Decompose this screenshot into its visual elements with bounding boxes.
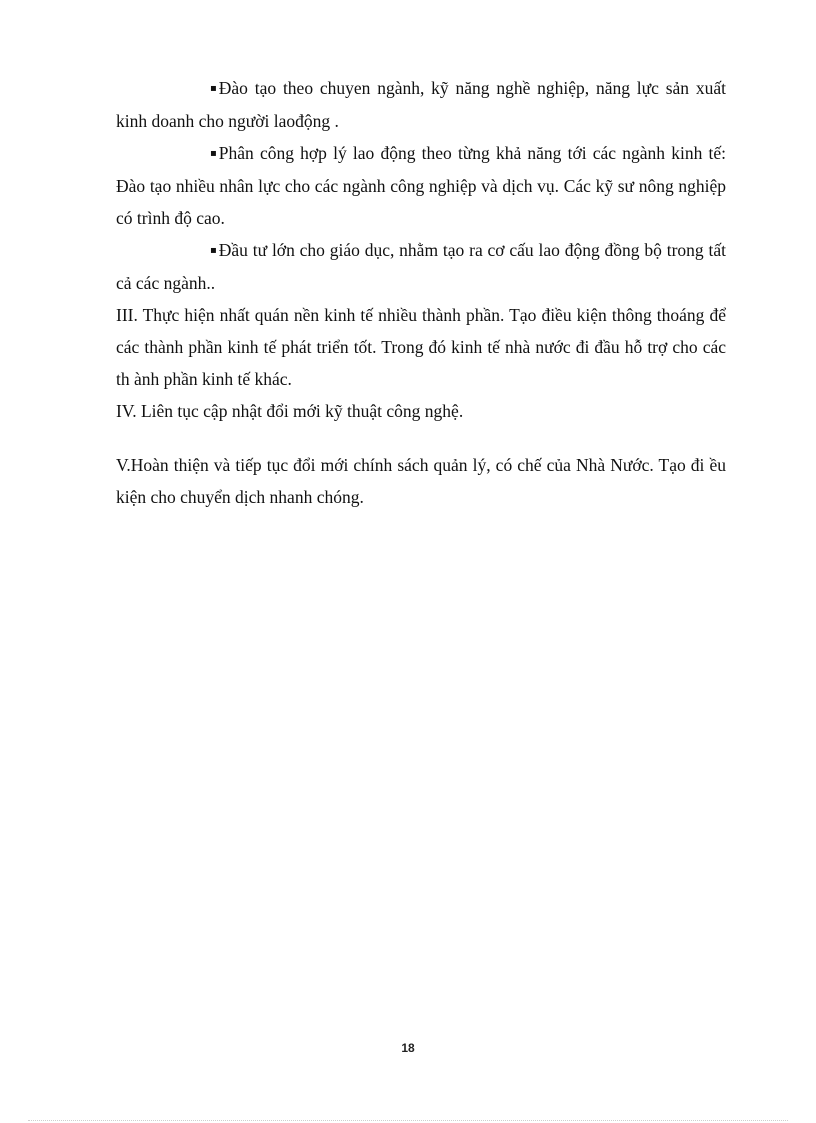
square-bullet-icon: ▪	[210, 83, 217, 94]
bullet-paragraph-labor-allocation	[116, 137, 726, 234]
square-bullet-icon: ▪	[210, 245, 217, 256]
section-v-paragraph	[116, 449, 726, 513]
paragraph-text: Đầu tư lớn cho giáo dục, nhằm tạo ra cơ cấu lao động đồng bộ trong tất cả các ngành..	[116, 240, 726, 293]
section-iii-paragraph	[116, 299, 726, 395]
paragraph-text: III. Thực hiện nhất quán nền kinh tế nhiều thành phần. Tạo điều kiện thông thoáng để các thành phần kinh tế phát triển tốt. Trong đó kinh tế nhà nước đi đầu hỗ trợ cho các th ành phần kinh tế khác.	[116, 305, 726, 389]
document-body	[116, 72, 726, 513]
square-bullet-icon: ▪	[210, 148, 217, 159]
paragraph-text: Phân công hợp lý lao động theo từng khả năng tới các ngành kinh tế: Đào tạo nhiều nhân lực cho các ngành công nghiệp và dịch vụ. Các kỹ sư nông nghiệp có trình độ cao.	[116, 143, 726, 228]
section-iv-paragraph	[116, 395, 726, 427]
bullet-paragraph-education-investment	[116, 234, 726, 299]
page-bottom-divider	[28, 1120, 788, 1121]
paragraph-text: IV. Liên tục cập nhật đổi mới kỹ thuật công nghệ.	[116, 401, 464, 421]
bullet-paragraph-training	[116, 72, 726, 137]
paragraph-text: V.Hoàn thiện và tiếp tục đổi mới chính sách quản lý, có chế của Nhà Nước. Tạo đi ều kiện cho chuyển dịch nhanh chóng.	[116, 455, 726, 507]
paragraph-text: Đào tạo theo chuyen ngành, kỹ năng nghề nghiệp, năng lực sản xuất kinh doanh cho người laođộng .	[116, 78, 726, 131]
page-number: 18	[401, 1041, 415, 1055]
